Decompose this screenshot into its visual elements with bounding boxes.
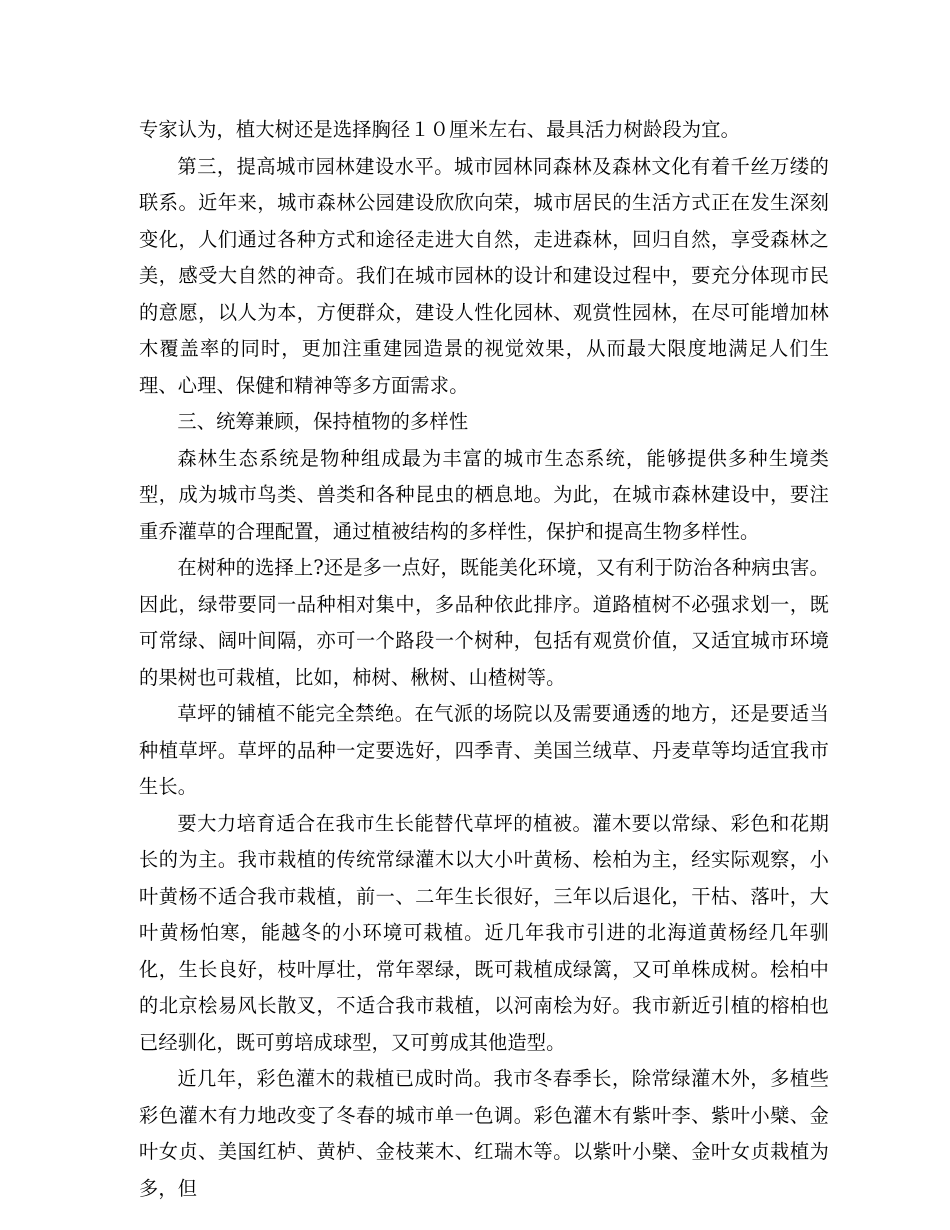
paragraph-lawns: 草坪的铺植不能完全禁绝。在气派的场院以及需要通透的地方，还是要适当种植草坪。草坪的品种一定要选好，四季青、美国兰绒草、丹麦草等均适宜我市生长。	[139, 702, 829, 798]
paragraph-continuation: 专家认为，植大树还是选择胸径１０厘米左右、最具活力树龄段为宜。	[139, 118, 741, 141]
section-heading: 三、统筹兼顾，保持植物的多样性	[177, 410, 469, 433]
paragraph-colored-shrubs: 近几年，彩色灌木的栽植已成时尚。我市冬春季长，除常绿灌木外，多植些彩色灌木有力地改变了冬春的城市单一色调。彩色灌木有紫叶李、紫叶小檗、金叶女贞、美国红栌、黄栌、金枝莱木、红瑞木等。以紫叶小檗、金叶女贞栽植为多，但	[139, 1067, 829, 1200]
paragraph-urban-gardens: 第三，提高城市园林建设水平。城市园林同森林及森林文化有着千丝万缕的联系。近年来，城市森林公园建设欣欣向荣，城市居民的生活方式正在发生深刻变化，人们通过各种方式和途径走进大自然，走进森林，回归自然，享受森林之美，感受大自然的神奇。我们在城市园林的设计和建设过程中，要充分体现市民的意愿，以人为本，方便群众，建设人性化园林、观赏性园林，在尽可能增加林木覆盖率的同时，更加注重建园造景的视觉效果，从而最大限度地满足人们生理、心理、保健和精神等多方面需求。	[139, 154, 829, 397]
paragraph-forest-ecosystem: 森林生态系统是物种组成最为丰富的城市生态系统，能够提供多种生境类型，成为城市鸟类、兽类和各种昆虫的栖息地。为此，在城市森林建设中，要注重乔灌草的合理配置，通过植被结构的多样性，保护和提高生物多样性。	[139, 446, 829, 543]
paragraph-shrubs: 要大力培育适合在我市生长能替代草坪的植被。灌木要以常绿、彩色和花期长的为主。我市栽植的传统常绿灌木以大小叶黄杨、桧柏为主，经实际观察，小叶黄杨不适合我市栽植，前一、二年生长很好，三年以后退化，干枯、落叶，大叶黄杨怕寒，能越冬的小环境可栽植。近几年我市引进的北海道黄杨经几年驯化，生长良好，枝叶厚壮，常年翠绿，既可栽植成绿篱，又可单株成树。桧柏中的北京桧易风长散叉，不适合我市栽植，以河南桧为好。我市新近引植的榕柏也已经驯化，既可剪培成球型，又可剪成其他造型。	[139, 811, 829, 1054]
text-column	[139, 112, 829, 1207]
paragraph-tree-species: 在树种的选择上?还是多一点好，既能美化环境，又有利于防治各种病虫害。因此，绿带要同一品种相对集中，多品种依此排序。道路植树不必强求划一，既可常绿、阔叶间隔，亦可一个路段一个树种，包括有观赏价值，又适宜城市环境的果树也可栽植，比如，柿树、楸树、山楂树等。	[139, 556, 829, 689]
